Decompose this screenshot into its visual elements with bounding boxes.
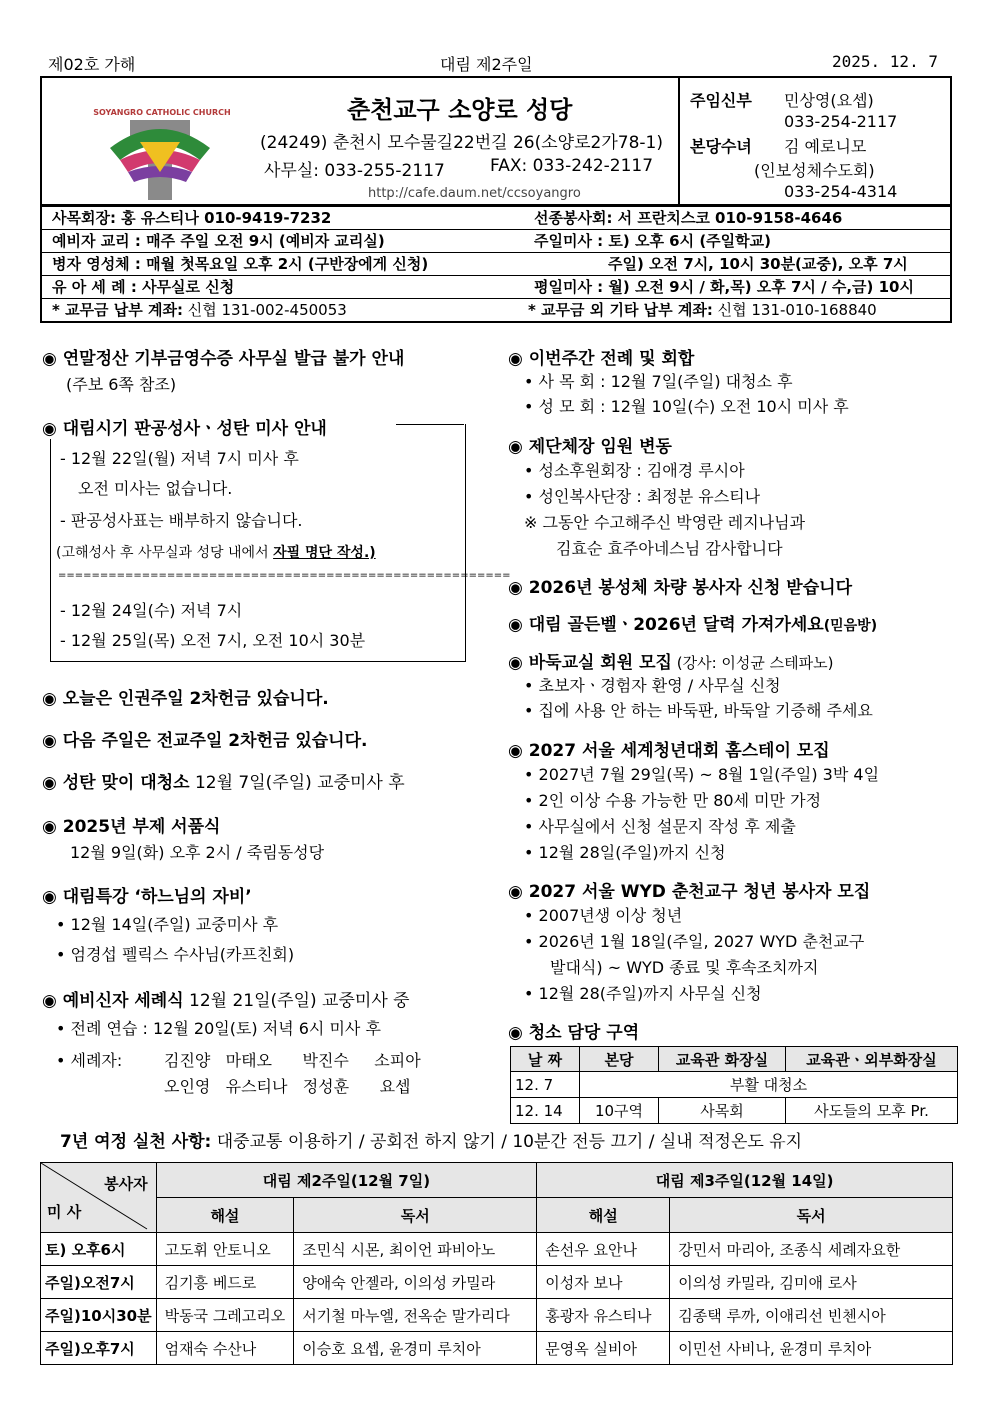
notice-ordination-sub: 12월 9일(화) 오후 2시 / 죽림동성당 (70, 843, 325, 862)
wyd-line-3: 발대식) ~ WYD 종료 및 후속조치까지 (550, 958, 819, 977)
commentator: 고도휘 안토니오 (156, 1233, 294, 1266)
meeting-pastoral: • 사 목 회 : 12월 7일(주일) 대청소 후 (524, 372, 793, 391)
infant-baptism: 유 아 세 례 : 사무실로 신청 (52, 278, 235, 296)
thanks-line-1: ※ 그동안 수고해주신 박영란 레지나님과 (524, 513, 806, 532)
christmas-eve-mass: - 12월 24일(수) 저녁 7시 (60, 601, 243, 620)
notice-driver-volunteer: ◉ 2026년 봉성체 차량 봉사자 신청 받습니다 (508, 578, 852, 598)
wyd-line-1: • 2007년생 이상 청년 (524, 906, 683, 925)
homestay-line-3: • 사무실에서 신청 설문지 작성 후 제출 (524, 817, 796, 836)
commentator: 박동국 그레고리오 (156, 1299, 294, 1332)
pastor-label: 주임신부 (690, 91, 752, 110)
week2-header: 대림 제3주일(12월 14일) (537, 1163, 953, 1198)
separator-line: ====================================================== (58, 570, 511, 581)
commentator: 손선우 요안나 (537, 1233, 670, 1266)
corner-volunteer: 봉사자 (104, 1175, 148, 1193)
commentator: 홍광자 유스티나 (537, 1299, 670, 1332)
homestay-line-4: • 12월 28일(주일)까지 신청 (524, 843, 726, 862)
baptism-label: • 세례자: (56, 1051, 123, 1070)
mass-time: 주일)오후7시 (41, 1332, 157, 1365)
homestay-line-2: • 2인 이상 수용 가능한 만 80세 미만 가정 (524, 791, 822, 810)
thanks-line-2: 김효순 효주아네스님 감사합니다 (556, 539, 783, 558)
readers: 조민식 시몬, 최이언 파비아노 (294, 1233, 537, 1266)
dues-account: 신협 131-002-450053 (182, 301, 347, 319)
cleaning-header-date: 날 짜 (511, 1047, 580, 1072)
notice-baptism-title: ◉ 예비신자 세례식 (42, 991, 184, 1011)
mass-time: 토) 오후6시 (41, 1233, 157, 1266)
table-row (41, 1332, 953, 1365)
baptism-names-1: 김진양 마태오 박진수 소피아 (164, 1051, 421, 1070)
cleaning-date: 12. 7 (511, 1072, 580, 1098)
readers: 이의성 카밀라, 김미애 로사 (670, 1266, 953, 1299)
service-table (40, 1162, 953, 1365)
week1-reader-header: 독서 (294, 1198, 537, 1233)
table-row (511, 1098, 958, 1124)
confession-note: (고해성사 후 사무실과 성당 내에서 (56, 545, 274, 561)
church-logo-icon (100, 120, 220, 200)
parish-name: 춘천교구 소양로 성당 (347, 96, 573, 124)
dues-account-label: * 교무금 납부 계좌: (52, 301, 183, 319)
cleaning-header-parish: 본당 (580, 1047, 659, 1072)
notice-calendar: ◉ 대림 골든벨ㆍ2026년 달력 가져가세요 (508, 615, 824, 635)
notice-wyd-title: ◉ 2027 서울 WYD 춘천교구 청년 봉사자 모집 (508, 882, 871, 902)
commentator: 엄재숙 수산나 (156, 1332, 294, 1365)
cleaning-edu: 사목회 (659, 1098, 786, 1124)
notice-homestay-title: ◉ 2027 서울 세계청년대회 홈스테이 모집 (508, 741, 830, 761)
notice-mission-sunday: ◉ 다음 주일은 전교주일 2차헌금 있습니다. (42, 731, 368, 751)
officer-vocation: • 성소후원회장 : 김애경 루시아 (524, 461, 745, 480)
readers: 강민서 마리아, 조종식 세례자요한 (670, 1233, 953, 1266)
commentator: 문영옥 실비아 (537, 1332, 670, 1365)
corner-mass: 미 사 (47, 1203, 82, 1221)
christmas-day-mass: - 12월 25일(목) 오전 7시, 오전 10시 30분 (60, 631, 366, 650)
week1-commentary-header: 해설 (156, 1198, 294, 1233)
pastor-phone: 033-254-2117 (784, 112, 898, 131)
issue-date: 2025. 12. 7 (832, 52, 938, 71)
confession-line-3: - 판공성사표는 배부하지 않습니다. (60, 511, 303, 530)
mass-time: 주일)오전7시 (41, 1266, 157, 1299)
wyd-line-4: • 12월 28(주일)까지 사무실 신청 (524, 984, 762, 1003)
notice-cleaning-text: 12월 7일(주일) 교중미사 후 (189, 773, 405, 793)
cleaning-parish: 10구역 (580, 1098, 659, 1124)
officer-altar: • 성인복사단장 : 최정분 유스티나 (524, 487, 761, 506)
sister-order: (인보성체수도회) (754, 161, 875, 180)
notice-confession-title: ◉ 대림시기 판공성사ㆍ성탄 미사 안내 (42, 414, 331, 439)
funeral-service: 선종봉사회: 서 프란치스코 010-9158-4646 (534, 209, 843, 227)
table-row (511, 1072, 958, 1098)
cleaning-header-outer-restroom: 교육관ㆍ외부화장실 (786, 1047, 958, 1072)
notice-calendar-place: (믿음방) (823, 618, 878, 634)
table-row (41, 1266, 953, 1299)
issue-number: 제02호 가해 (48, 55, 136, 74)
confession-note-emph: 자필 명단 작성.) (273, 545, 376, 561)
cleaning-date: 12. 14 (511, 1098, 580, 1124)
council-president: 사목회장: 홍 유스티나 010-9419-7232 (52, 209, 332, 227)
other-account-label: * 교무금 외 기타 납부 계좌: (528, 301, 713, 319)
baduk-line-1: • 초보자ㆍ경험자 환영 / 사무실 신청 (524, 676, 781, 695)
notice-advent-lecture-title: ◉ 대림특강 ‘하느님의 자비’ (42, 887, 252, 907)
lecture-line-2: • 엄경섭 펠릭스 수사님(카프친회) (56, 945, 295, 964)
office-phone: 사무실: 033-255-2117 (264, 161, 445, 181)
baptism-names-2: 오인영 유스티나 정성훈 요셉 (164, 1077, 411, 1096)
readers: 이승호 요셉, 윤경미 루치아 (294, 1332, 537, 1365)
week2-reader-header: 독서 (670, 1198, 953, 1233)
confession-line-1: - 12월 22일(월) 저녁 7시 미사 후 (60, 449, 299, 468)
notice-baduk-title: ◉ 바둑교실 회원 모집 (508, 653, 672, 673)
notice-human-rights: ◉ 오늘은 인권주일 2차헌금 있습니다. (42, 689, 329, 709)
notice-tax-receipt-title: ◉ 연말정산 기부금영수증 사무실 발급 불가 안내 (42, 349, 405, 369)
practice-label: 7년 여정 실천 사항: (60, 1132, 212, 1152)
sister-name: 김 예로니모 (784, 137, 867, 156)
notice-officers-title: ◉ 제단체장 임원 변동 (508, 437, 672, 457)
parish-website-link[interactable]: http://cafe.daum.net/ccsoyangro (368, 186, 581, 201)
notice-tax-receipt-sub: (주보 6쪽 참조) (66, 375, 177, 394)
parish-address: (24249) 춘천시 모수물길22번길 26(소양로2가78-1) (260, 133, 663, 153)
sister-label: 본당수녀 (690, 137, 752, 156)
service-corner (41, 1163, 157, 1233)
homestay-line-1: • 2027년 7월 29일(목) ~ 8월 1일(주일) 3박 4일 (524, 765, 880, 784)
cleaning-outer: 사도들의 모후 Pr. (786, 1098, 958, 1124)
confession-line-2: 오전 미사는 없습니다. (78, 479, 233, 498)
sunday-mass-sat: 주일미사 : 토) 오후 6시 (주일학교) (534, 232, 771, 250)
week2-commentary-header: 해설 (537, 1198, 670, 1233)
readers: 이민선 사비나, 윤경미 루치아 (670, 1332, 953, 1365)
table-row (41, 1299, 953, 1332)
readers: 양애숙 안젤라, 이의성 카밀라 (294, 1266, 537, 1299)
baduk-line-2: • 집에 사용 안 하는 바둑판, 바둑알 기증해 주세요 (524, 701, 873, 720)
meeting-legion: • 성 모 회 : 12월 10일(수) 오전 10시 미사 후 (524, 397, 849, 416)
week1-header: 대림 제2주일(12월 7일) (156, 1163, 537, 1198)
readers: 김종택 루까, 이애리선 빈첸시아 (670, 1299, 953, 1332)
lecture-line-1: • 12월 14일(주일) 교중미사 후 (56, 915, 279, 934)
weekday-mass-times: 평일미사 : 월) 오전 9시 / 화,목) 오후 7시 / 수,금) 10시 (534, 278, 914, 296)
readers: 서기철 마누엘, 전옥순 말가리다 (294, 1299, 537, 1332)
catechumen-class: 예비자 교리 : 매주 주일 오전 9시 (예비자 교리실) (52, 232, 385, 250)
sister-phone: 033-254-4314 (784, 182, 898, 201)
cleaning-all: 부활 대청소 (580, 1072, 958, 1098)
sick-communion: 병자 영성체 : 매월 첫목요일 오후 2시 (구반장에게 신청) (52, 255, 429, 273)
cleaning-header-edu-restroom: 교육관 화장실 (659, 1047, 786, 1072)
mass-time: 주일)10시30분 (41, 1299, 157, 1332)
notice-ordination-title: ◉ 2025년 부제 서품식 (42, 817, 221, 837)
commentator: 김기흥 베드로 (156, 1266, 294, 1299)
info-grid (40, 205, 952, 323)
other-account: 신협 131-010-168840 (712, 301, 877, 319)
notice-baptism-text: 12월 21일(주일) 교중미사 중 (183, 991, 410, 1011)
wyd-line-2: • 2026년 1월 18일(주일, 2027 WYD 춘천교구 (524, 932, 865, 951)
logo-text: SOYANGRO CATHOLIC CHURCH (93, 108, 231, 117)
pastor-name: 민상영(요셉) (784, 91, 874, 110)
practice-text: 대중교통 이용하기 / 공회전 하지 않기 / 10분간 전등 끄기 / 실내 적정온도 유지 (211, 1132, 803, 1152)
parish-header-box (40, 76, 952, 206)
notice-meetings-title: ◉ 이번주간 전례 및 회합 (508, 349, 695, 369)
notice-baduk-teacher: (강사: 이성균 스테파노) (671, 654, 834, 672)
notice-cleaning-areas-title: ◉ 청소 담당 구역 (508, 1023, 640, 1043)
table-row (41, 1233, 953, 1266)
commentator: 이성자 보나 (537, 1266, 670, 1299)
office-fax: FAX: 033-242-2117 (490, 156, 654, 176)
cleaning-table (510, 1046, 958, 1124)
baptism-rehearsal: • 전례 연습 : 12월 20일(토) 저녁 6시 미사 후 (56, 1019, 381, 1038)
sunday-mass-times: 주일) 오전 7시, 10시 30분(교중), 오후 7시 (608, 255, 908, 273)
liturgical-week: 대림 제2주일 (440, 55, 533, 74)
notice-cleaning-title: ◉ 성탄 맞이 대청소 (42, 773, 190, 793)
